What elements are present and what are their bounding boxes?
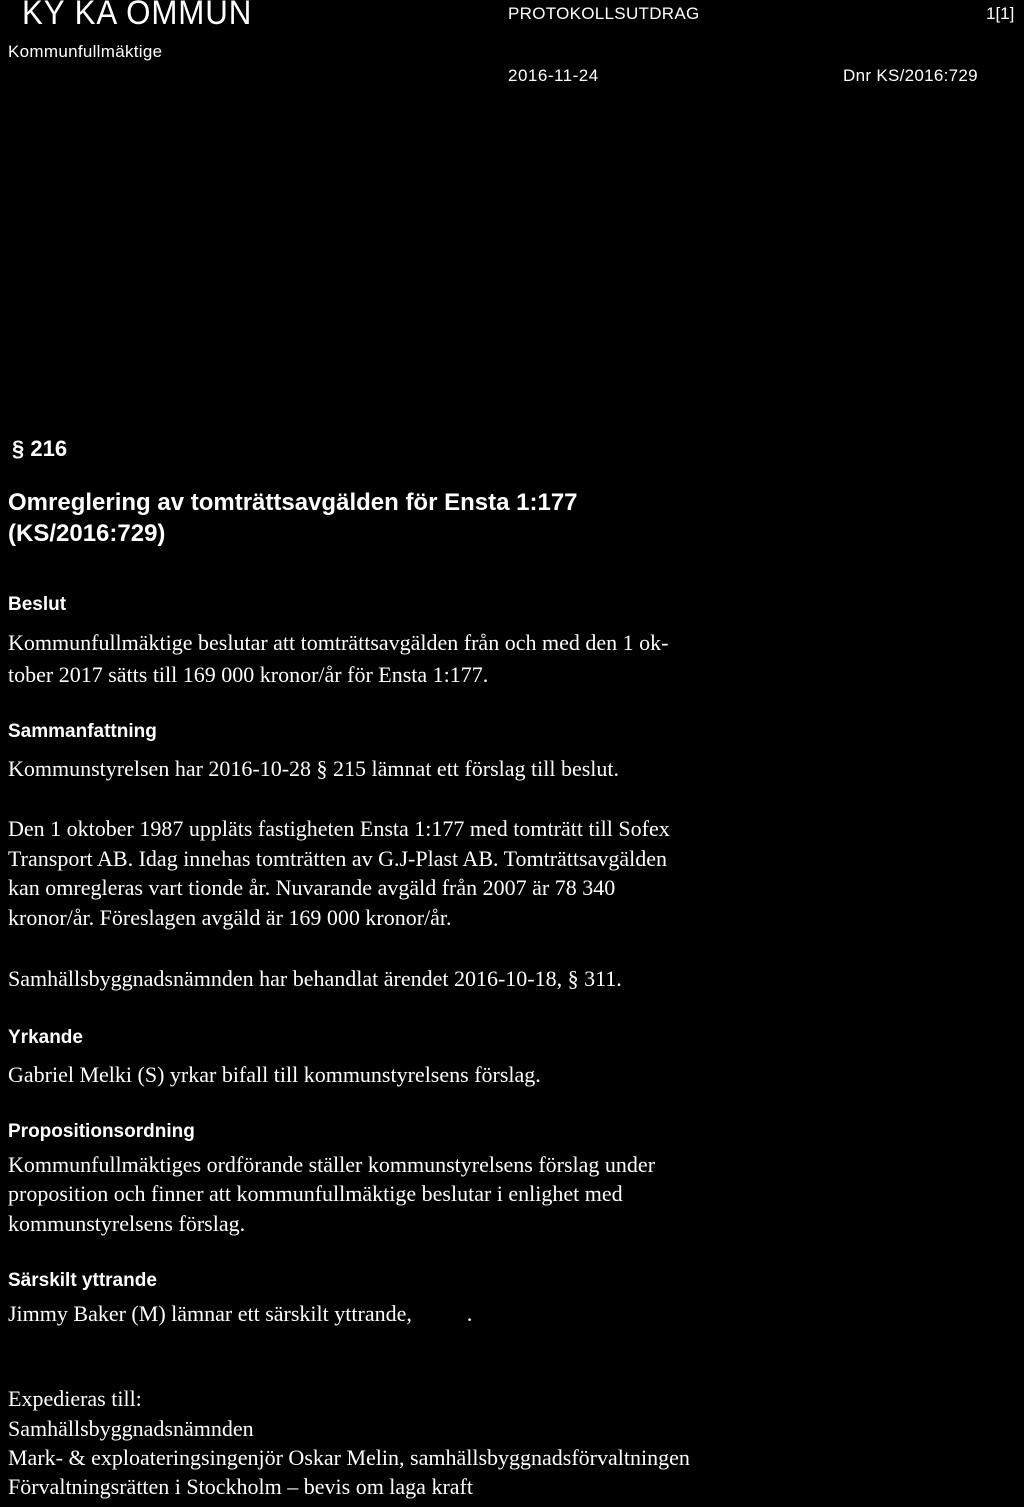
beslut-line: tober 2017 sätts till 169 000 kronor/år för Ensta 1:177. (8, 662, 489, 687)
organization-name: KY KA OMMUN (22, 0, 253, 32)
document-dnr: Dnr KS/2016:729 (843, 66, 978, 85)
heading-sammanfattning: Sammanfattning (8, 721, 157, 742)
sammanfattning-line: kan omregleras vart tionde år. Nuvarande avgäld från 2007 är 78 340 (8, 875, 616, 900)
proposition-line: proposition och finner att kommunfullmäktige beslutar i enlighet med (8, 1181, 623, 1206)
sammanfattning-line: Kommunstyrelsen har 2016-10-28 § 215 lämnat ett förslag till beslut. (8, 756, 620, 781)
sammanfattning-line: kronor/år. Föreslagen avgäld är 169 000 kronor/år. (8, 905, 452, 930)
heading-sarskilt-yttrande: Särskilt yttrande (8, 1270, 157, 1291)
expedieras-recipient: Förvaltningsrätten i Stockholm – bevis om laga kraft (8, 1474, 473, 1499)
proposition-line: kommunstyrelsens förslag. (8, 1211, 246, 1236)
section-title-line: (KS/2016:729) (8, 520, 166, 547)
heading-beslut: Beslut (8, 594, 67, 615)
organization-body: Kommunfullmäktige (8, 42, 163, 61)
yrkande-line: Gabriel Melki (S) yrkar bifall till kommunstyrelsens förslag. (8, 1062, 541, 1087)
section-number: § 216 (12, 436, 68, 461)
document-type: PROTOKOLLSUTDRAG (508, 4, 700, 23)
section-title-line: Omreglering av tomträttsavgälden för Ensta 1:177 (8, 489, 578, 516)
expedieras-heading: Expedieras till: (8, 1386, 142, 1411)
page-number: 1[1] (986, 4, 1015, 23)
sammanfattning-line: Den 1 oktober 1987 uppläts fastigheten Ensta 1:177 med tomträtt till Sofex (8, 816, 670, 841)
proposition-line: Kommunfullmäktiges ordförande ställer kommunstyrelsens förslag under (8, 1152, 656, 1177)
sarskilt-line: Jimmy Baker (M) lämnar ett särskilt yttrande, . (8, 1301, 473, 1326)
expedieras-recipient: Samhällsbyggnadsnämnden (8, 1416, 254, 1441)
sammanfattning-line: Transport AB. Idag innehas tomträtten av G.J-Plast AB. Tomträttsavgälden (8, 846, 668, 871)
beslut-line: Kommunfullmäktige beslutar att tomträttsavgälden från och med den 1 ok- (8, 630, 669, 655)
heading-propositionsordning: Propositionsordning (8, 1121, 195, 1142)
sammanfattning-line: Samhällsbyggnadsnämnden har behandlat ärendet 2016-10-18, § 311. (8, 966, 622, 991)
heading-yrkande: Yrkande (8, 1027, 83, 1048)
expedieras-recipient: Mark- & exploateringsingenjör Oskar Melin, samhällsbyggnadsförvaltningen (8, 1445, 690, 1470)
document-date: 2016-11-24 (508, 66, 599, 85)
